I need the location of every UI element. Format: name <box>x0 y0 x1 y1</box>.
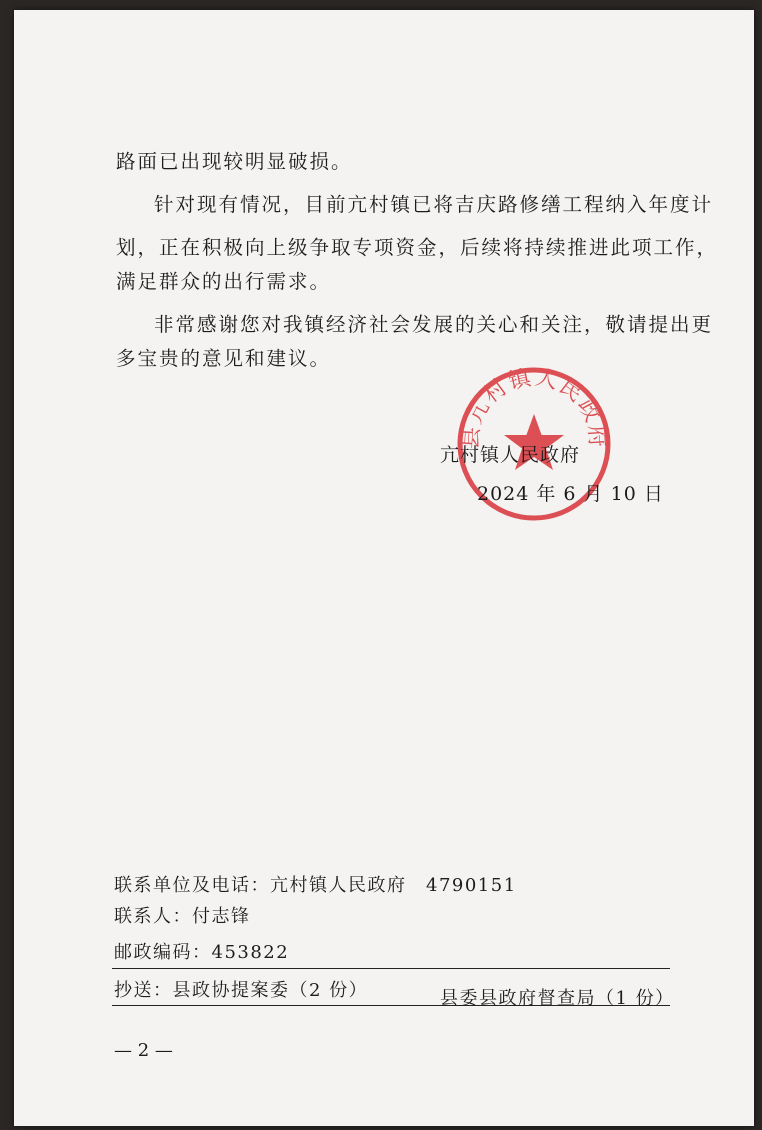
body-line: 非常感谢您对我镇经济社会发展的关心和关注，敬请提出更 <box>154 313 714 336</box>
body-line: 路面已出现较明显破损。 <box>116 150 353 173</box>
page-number: — 2 — <box>114 1040 173 1061</box>
body-line: 满足群众的出行需求。 <box>116 270 332 293</box>
body-line: 划，正在积极向上级争取专项资金，后续将持续推进此项工作， <box>116 236 719 259</box>
body-line: 针对现有情况，目前亢村镇已将吉庆路修缮工程纳入年度计 <box>154 193 714 216</box>
signature-org: 亢村镇人民政府 <box>440 444 581 466</box>
cc-left: 抄送：县政协提案委（2 份） <box>114 980 369 1001</box>
body-line: 多宝贵的意见和建议。 <box>116 347 332 370</box>
signature-date: 2024 年 6 月 10 日 <box>477 483 664 505</box>
divider <box>112 968 670 969</box>
cc-right: 县委县政府督查局（1 份） <box>440 988 675 1009</box>
postal-code: 邮政编码：453822 <box>114 942 290 963</box>
seal-text: 县亢村镇人民政府 <box>458 365 610 450</box>
contact-person: 联系人：付志锋 <box>114 906 251 927</box>
contact-unit: 联系单位及电话：亢村镇人民政府 4790151 <box>114 875 517 896</box>
divider <box>112 1005 670 1006</box>
